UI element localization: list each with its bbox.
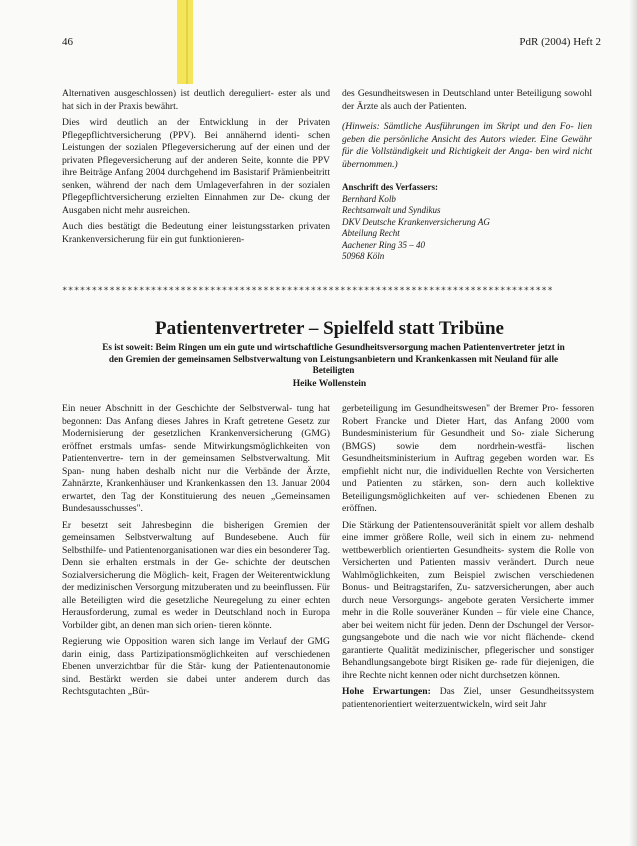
section-lead: Hohe Erwartungen:	[342, 686, 431, 697]
author-address	[342, 181, 592, 263]
section-divider: ***********************************************************************************	[62, 286, 554, 296]
address-line: Aachener Ring 35 – 40	[342, 239, 425, 250]
article-author: Heike Wollenstein	[292, 379, 367, 389]
disclaimer-note: (Hinweis: Sämtliche Ausführungen im Skript und den Fo- lien geben die persönliche Ansicht des Autors wieder. Eine Gewähr für die Vollständigkeit und Richtigkeit der Anga- ben wird nicht übernommen.)	[342, 121, 592, 170]
paragraph: Dies wird deutlich an der Entwicklung in der Privaten Pflegepflichtversicherung (PPV). Bei annähernd identi- schen Leistungen der sozialen Pflegeversicherung auf der einen und der privaten Pflegeversicherung auf der anderen Seite, konnte die PPV ihre Beiträge Anfang 2004 durchgehend im Basistarif Prämienbeitritt senken, während der nach dem Umlageverfahren in der sozialen Pflegepflichtversicherung erzielten Einnahmen zur De- ckung der Ausgaben nicht mehr ausreichen.	[62, 117, 330, 216]
paragraph-text: Das Ziel, unser Gesundheitssystem patientenorientiert weiterzuentwickeln, wird seit Jahr	[342, 686, 594, 710]
previous-article-right-column	[342, 88, 592, 263]
address-line: DKV Deutsche Krankenversicherung AG	[342, 216, 490, 227]
article-right-column	[342, 403, 594, 715]
article-subtitle: Es ist soweit: Beim Ringen um ein gute und wirtschaftliche Gesundheitsversorgung machen Patientenvertreter jetzt in den Gremien der gemeinsamen Selbstverwaltung von Leistungsanbietern und Krankenkassen mit Neuland für alle Beteiligten	[102, 342, 565, 375]
address-line: Abteilung Recht	[342, 228, 400, 238]
paragraph: Alternativen ausgeschlossen) ist deutlich dereguliert- ester als und hat sich in der Praxis bewährt.	[62, 88, 330, 112]
paragraph	[342, 686, 594, 711]
paragraph: Auch dies bestätigt die Bedeutung einer leistungsstarken privaten Krankenversicherung für ein gut funktionieren-	[62, 221, 330, 245]
paragraph: Die Stärkung der Patientensouveränität spielt vor allem deshalb eine immer größere Rolle, weil sich in einem zu- nehmend wettbewerblich orientierten Gesundheits- system die Rolle von Versicherten und Patienten massiv verändert. Durch neue Wahlmöglichkeiten, zum Beispiel zwischen verschiedenen Bonus- und Beitragstarifen, Zu- satzversicherungen, aber auch durch neue Versorgungs- angebote geraten Versicherte immer mehr in die Rolle souveräner Kunden – für viele eine Chance, aber bei weitem nicht für jeden. Denn der Dschungel der Versor- gungsangebote und die nach wie vor nicht flächende- ckend garantierte Qualität medizinischer, pflegerischer und sonstiger Behandlungsangebote birgt Risiken ge- rade für diejenigen, die ihre Rechte nicht kennen oder nicht durchsetzen können.	[342, 519, 594, 681]
paragraph: des Gesundheitswesen in Deutschland unter Beteiligung sowohl der Ärzte als auch der Patienten.	[342, 88, 592, 112]
page-number: 46	[62, 36, 73, 48]
scan-edge-shadow	[629, 0, 637, 846]
page-header	[62, 36, 601, 50]
address-title: Anschrift des Verfassers:	[342, 182, 438, 192]
paragraph: Er besetzt seit Jahresbeginn die bisherigen Gremien der gemeinsamen Selbstverwaltung auf Bundesebene. Auch für Selbsthilfe- und Patientenorganisationen war dies ein besonderer Tag. Denn sie erhalten erstmals in der Ge- schichte der deutschen Sozialversicherung die Möglich- keit, Fragen der Weiterentwicklung der medizinischen Versorgung mitzuberaten und zu beeinflussen. Für alle Beteiligten wird die gesetzliche Neuregelung zu einer echten Herausforderung, zumal es weder in Deutschland noch in Europa Vorbilder gibt, an denen man sich orien- tieren könnte.	[62, 519, 330, 631]
paragraph: Regierung wie Opposition waren sich lange im Verlauf der GMG darin einig, dass Partizipationsmöglichkeiten auf verschiedenen Ebenen unverzichtbar für die Stär- kung der Patientenautonomie sind. Bestärkt werden sie dabei unter anderem durch das Rechtsgutachten „Bür-	[62, 636, 330, 697]
paragraph: gerbeteiligung im Gesundheitswesen" der Bremer Pro- fessoren Robert Francke und Dieter Hart, das Anfang 2000 vom Bundesministerium für Gesundheit und So- ziale Sicherung (BMGS) sowie dem nordrhein-westfä- lischen Gesundheitsministerium in Auftrag gegeben worden war. Es empfiehlt nicht nur, die individuellen Rechte von Versicherten und Patienten zu stärken, son- dern auch kollektive Beteiligungsmöglichkeiten auf ver- schiedenen Ebenen zu eröffnen.	[342, 403, 594, 514]
journal-reference: PdR (2004) Heft 2	[519, 36, 601, 48]
address-line: Rechtsanwalt und Syndikus	[342, 205, 441, 215]
address-line: 50968 Köln	[342, 251, 385, 261]
article-title: Patientenvertreter – Spielfeld statt Tribüne	[155, 318, 504, 339]
previous-article-left-column	[62, 88, 330, 250]
article-left-column	[62, 403, 330, 703]
address-line: Bernhard Kolb	[342, 193, 396, 204]
paragraph: Ein neuer Abschnitt in der Geschichte der Selbstverwal- tung hat begonnen: Das Anfang dieses Jahres in Kraft getretene Gesetz zur Modernisierung der gesetzlichen Krankenversicherung (GMG) eröffnet erstmals umfas- sende Mitwirkungsmöglichkeiten von Patientenvertre- tern in der gemeinsamen Selbstverwaltung. Mit Span- nung haben deshalb nicht nur die Verbände der Ärzte, Zahnärzte, Krankenhäuser und Krankenkassen den 13. Januar 2004 erwartet, den Tag der Konstituierung des neuen „Gemeinsamen Bundesausschusses".	[62, 403, 330, 514]
